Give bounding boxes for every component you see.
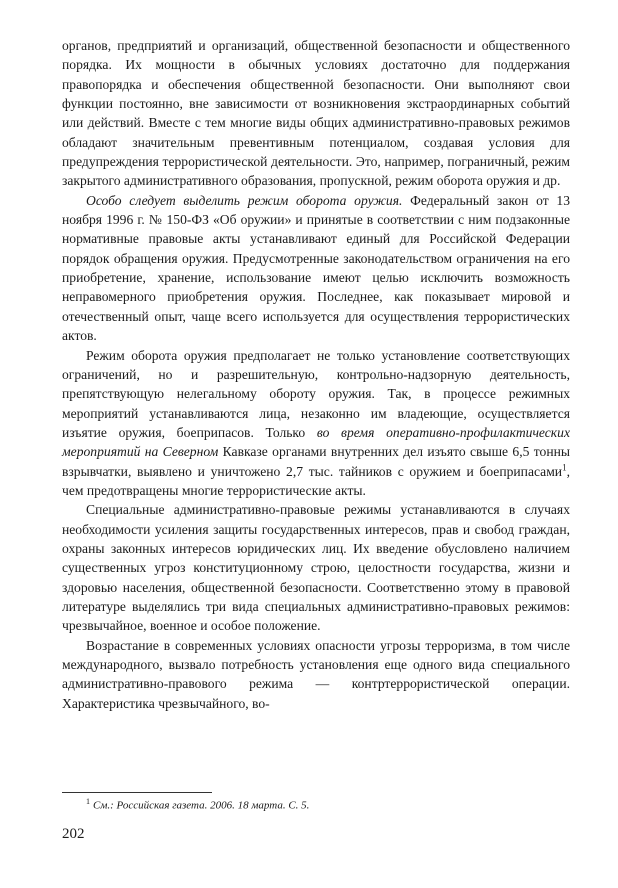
paragraph-2 xyxy=(62,191,570,346)
paragraph-3-text-start: Режим оборота оружия предполагает не только установление соответствующих ограничений, но и разрешительную, контрольно-надзорную деятельность, препятствующую нелегальному обороту оружия. Так, в процессе режимных мероприятий устанавливаются лица, незаконно им владеющие, осуществляется изъятие оружия, боеприпасов. Только xyxy=(62,347,570,440)
page-body xyxy=(62,36,570,713)
footnote-text: См.: Российская газета. 2006. 18 марта. С. 5. xyxy=(93,799,310,812)
paragraph-5 xyxy=(62,636,570,713)
paragraph-2-emphasis: Особо следует выделить режим оборота оружия. xyxy=(86,192,403,208)
paragraph-3 xyxy=(62,346,570,501)
footnote-divider xyxy=(62,792,212,793)
footnote-reference[interactable]: 1 xyxy=(562,462,567,473)
footnote-mark: 1 xyxy=(86,797,90,806)
page-number: 202 xyxy=(62,826,85,842)
paragraph-4 xyxy=(62,500,570,635)
paragraph-5-text: Возрастание в современных условиях опасности угрозы терроризма, в том числе международного, вызвало потребность установления еще одного вида специального административно-правового режима — контртеррористической операции. Характеристика чрезвычайного, во- xyxy=(62,637,570,711)
paragraph-4-text: Специальные административно-правовые режимы устанавливаются в случаях необходимости усиления защиты государственных интересов, прав и свобод граждан, охраны законных интересов юридических лиц. Их введение обусловлено наличием существенных угроз конституционному строю, целостности государства, жизни и здоровью населения, общественной безопасности. Соответственно этому в правовой литературе выделялись три вида специальных административно-правовых режимов: чрезвычайное, военное и особое положение. xyxy=(62,502,570,634)
paragraph-3-emphasis: во время оперативно-профилактических мероприятий на Северном xyxy=(62,424,571,460)
paragraph-1-text: органов, предприятий и организаций, общественной безопасности и общественного порядка. Их мощности в обычных условиях достаточно для поддержания правопорядка и обеспечения общественной безопасности. Они выполняют свои функции постоянно, вне зависимости от возникновения экстраординарных событий или действий. Вместе с тем многие виды общих административно-правовых режимов обладают значительным превентивным потенциалом, создавая условия для предупреждения террористической деятельности. Это, например, пограничный, режим закрытого административного образования, пропускной, режим оборота оружия и др. xyxy=(62,38,570,189)
paragraph-2-text: Федеральный закон от 13 ноября 1996 г. № 150-ФЗ «Об оружии» и принятые в соответствии с ним подзаконные нормативные правовые акты устанавливают единый для Российской Федерации порядок обращения оружия. Предусмотренные законодательством ограничения на его приобретение, хранение, использование имеют целью исключить возможность неправомерного приобретения оружия. Последнее, как показывает мировой и отечественный опыт, чаще всего используется для осуществления террористических актов. xyxy=(62,192,571,344)
paragraph-3-text-end: , чем предотвращены многие террористические акты. xyxy=(62,463,570,498)
paragraph-3-text-rest: Кавказе органами внутренних дел изъято свыше 6,5 тонны взрывчатки, выявлено и уничтожено 2,7 тыс. тайников с оружием и боеприпасами xyxy=(62,444,571,479)
footnote xyxy=(86,797,309,812)
paragraph-1 xyxy=(62,36,570,191)
